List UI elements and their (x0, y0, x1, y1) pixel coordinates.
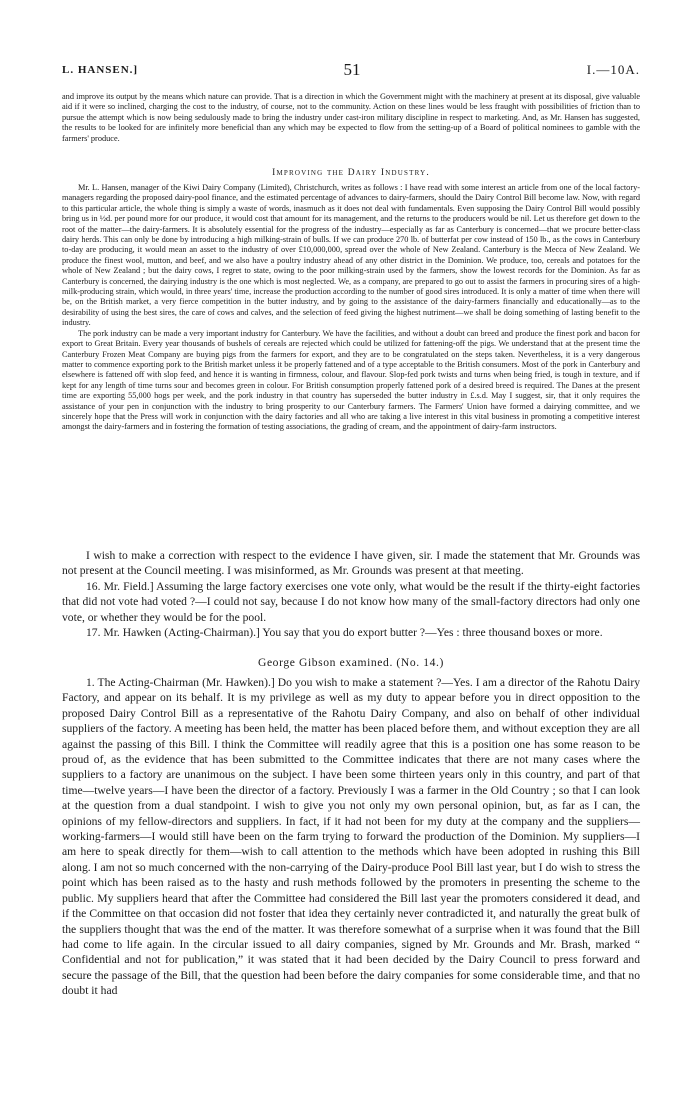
section-heading: Improving the Dairy Industry. (272, 168, 430, 178)
witness-statement-paragraph: 1. The Acting-Chairman (Mr. Hawken).] Do you wish to make a statement ?—Yes. I am a director of the Rahotu Dairy Factory, and appear on its behalf. It is my privilege as well as my duty to appear before you in direct opposition to the proposed Dairy Control Bill as a representative of the Rahotu Dairy Company, and also on behalf of other individual suppliers of the factory. A meeting has been held, the matter has been placed before them, and without exception they are all against the passing of this Bill. I think the Committee will readily agree that this is a position one has some reason to be proud of, as the evidence that has been submitted to the Committee indicates that there are not many cases where the suppliers to a factory are unanimous on the subject. I have been some thirteen years only in this country, and part of that time—twelve years—I have been the director of a factory. Previously I was a farmer in the Old Country ; so that I can look at the question from a dual standpoint. I wish to give you not only my own personal opinion, but, as far as I can, the opinions of my fellow-directors and suppliers. In fact, if it had not been for my duty at the company and the suppliers—working-farmers—I would still have been on the farm trying to forward the production of the Dominion. My suppliers—I am here to speak directly for them—wish to call attention to the methods which have been adopted in rushing this Bill along. I am not so much concerned with the non-carrying of the Dairy-produce Pool Bill last year, but I do wish to stress the point which has been raised as to the hasty and rush methods followed by the promoters in presenting the scheme to the public. My suppliers heard that after the Committee had considered the Bill last year the promoters considered it dead, and if the Committee on that occasion did not foster that idea they certainly never contradicted it, and naturally the great bulk of the suppliers thought that was the end of the matter. It was therefore somewhat of a surprise when it was found that the Bill had come to life again. In the circular issued to all dairy companies, signed by Mr. Grounds and Mr. Brash, marked “ Confidential and not for publication,” it was stated that it had been decided by the Dairy Council to press forward and secure the passage of the Bill, that the question had been before the dairy companies for some considerable time, and that no doubt it had (62, 676, 640, 998)
article-paragraph-2: The pork industry can be made a very important industry for Canterbury. We have the facilities, and without a doubt can breed and produce the finest pork and bacon for export to Great Britain. Every year thousands of bushels of cereals are rejected which could be utilized for fattening-off the pigs. We understand that at the present time the Canterbury Frozen Meat Company are buying pigs from the farmers for export, and they are to be congratulated on the steps taken. Nevertheless, it is a very dangerous matter to commence exporting pork to the British market unless it be properly fattened and of a type acceptable to the British consumers. Most of the pork in Canterbury and elsewhere is fattened off with slop feed, and hence it is wanting in firmness, colour, and flavour. Slop-fed pork twists and turns when being fried, is tough in texture, and if kept for any length of time turns sour and becomes green in colour. For British consumption properly fattened pork of a desired breed is required. The Danes at the present time are exporting 55,000 hogs per week, and the pork industry in that country has superseded the butter industry in £.s.d. May I suggest, sir, that it only requires the assistance of your pen in conjunction with the industry to bring prosperity to our Canterbury farmers. The Farmers' Union have formed a dairying committee, and we sincerely hope that the Press will work in conjunction with the dairy factories and all who are taking a live interest in this vital business in promoting a competitive interest amongst the dairy-farmers and in fostering the formation of testing associations, the grading of cream, and the appointment of dairy-farm instructors. (62, 328, 640, 432)
header-paper-reference: I.—10A. (586, 62, 640, 77)
article-paragraph-1: Mr. L. Hansen, manager of the Kiwi Dairy Company (Limited), Christchurch, writes as follows : I have read with some interest an article from one of the local factory-managers regarding the proposed dairy-pool finance, and the estimated percentage of advances to dairy-farmers, should the Dairy Control Bill become law. Now, with regard to this particular article, the whole thing is simply a waste of words, inasmuch as it does not deal with fundamentals. Even supposing the Dairy Control Bill would possibly bring us in ½d. per pound more for our produce, it would cost that amount for its management, and the returns to the producers would be nil. Let us therefore get down to the root of the matter—the dairy-farmers. It is absolutely essential for the progress of the industry—especially as far as Canterbury is concerned—that we procure better-class dairy herds. This can only be done by introducing a high milking-strain of bulls. If we can produce 270 lb. of butterfat per cow instead of 150 lb., as the cows in Canterbury to-day are producing, it would mean an asset to the industry of over £10,000,000, spread over the whole of New Zealand. Canterbury is the Mecca of New Zealand. We produce the finest wool, mutton, and beef, and we also have a poultry industry ahead of any other district in the Dominion. We produce, too, cereals and potatoes for the whole of New Zealand ; but the dairy cows, I regret to state, owing to the poor milking-strain used by the farmers, show the lowest records for the Dominion. As far as Canterbury is concerned, the dairying industry is the one which is most neglected. We, as a company, are prepared to go out to assist the farmers in procuring sires of a high-milk-producing strain, which would, in three years' time, increase the production according to the number of good sires introduced. It is only a matter of time when there will be, on the British market, a very fierce competition in the butter industry, and by going to the assistance of the dairy-farmers financially and educationally—as to the desirability of using the best sires, the care of cows and calves, and the selection of feed giving the highest nutriment—we shall be doing something of lasting benefit to the industry. (62, 183, 640, 328)
evidence-text-block (62, 548, 640, 640)
header-witness-name: L. HANSEN.] (62, 64, 139, 76)
evidence-correction-paragraph: I wish to make a correction with respect to the evidence I have given, sir. I made the statement that Mr. Grounds was not present at the Council meeting. I was misinformed, as Mr. Grounds was present at that meeting. (62, 549, 640, 578)
question-17-paragraph: 17. Mr. Hawken (Acting-Chairman).] You say that you do export butter ?—Yes : three thousand boxes or more. (86, 626, 603, 640)
witness-text-block (62, 675, 640, 999)
question-16-paragraph: 16. Mr. Field.] Assuming the large factory exercises one vote only, what would be the result if the thirty-eight factories that did not vote had voted ?—I could not say, because I do not know how many of the small-factory directors had only one vote, or whether they would be for the pool. (62, 579, 640, 624)
article-text-block (62, 183, 640, 433)
page-number: 51 (343, 60, 361, 79)
intro-paragraph: and improve its output by the means which nature can provide. That is a direction in which the Government might with the machinery at present at its disposal, give valuable aid if it were so inclined, charging the cost to the industry, of course, not to the community. Action on these lines would be less fraught with possibilities of friction than to pursue the attempt which is now being sedulously made to bring the industry under cast-iron military discipline in respect to marketing. And, as Mr. Hansen has suggested, the results to be looked for are infinitely more beneficial than any which may be expected to flow from the setting-up of a Board of political nominees to gamble with the farmers' produce. (62, 92, 640, 143)
intro-text-block (62, 92, 640, 144)
witness-heading: George Gibson examined. (No. 14.) (257, 656, 445, 669)
running-header (62, 60, 640, 82)
